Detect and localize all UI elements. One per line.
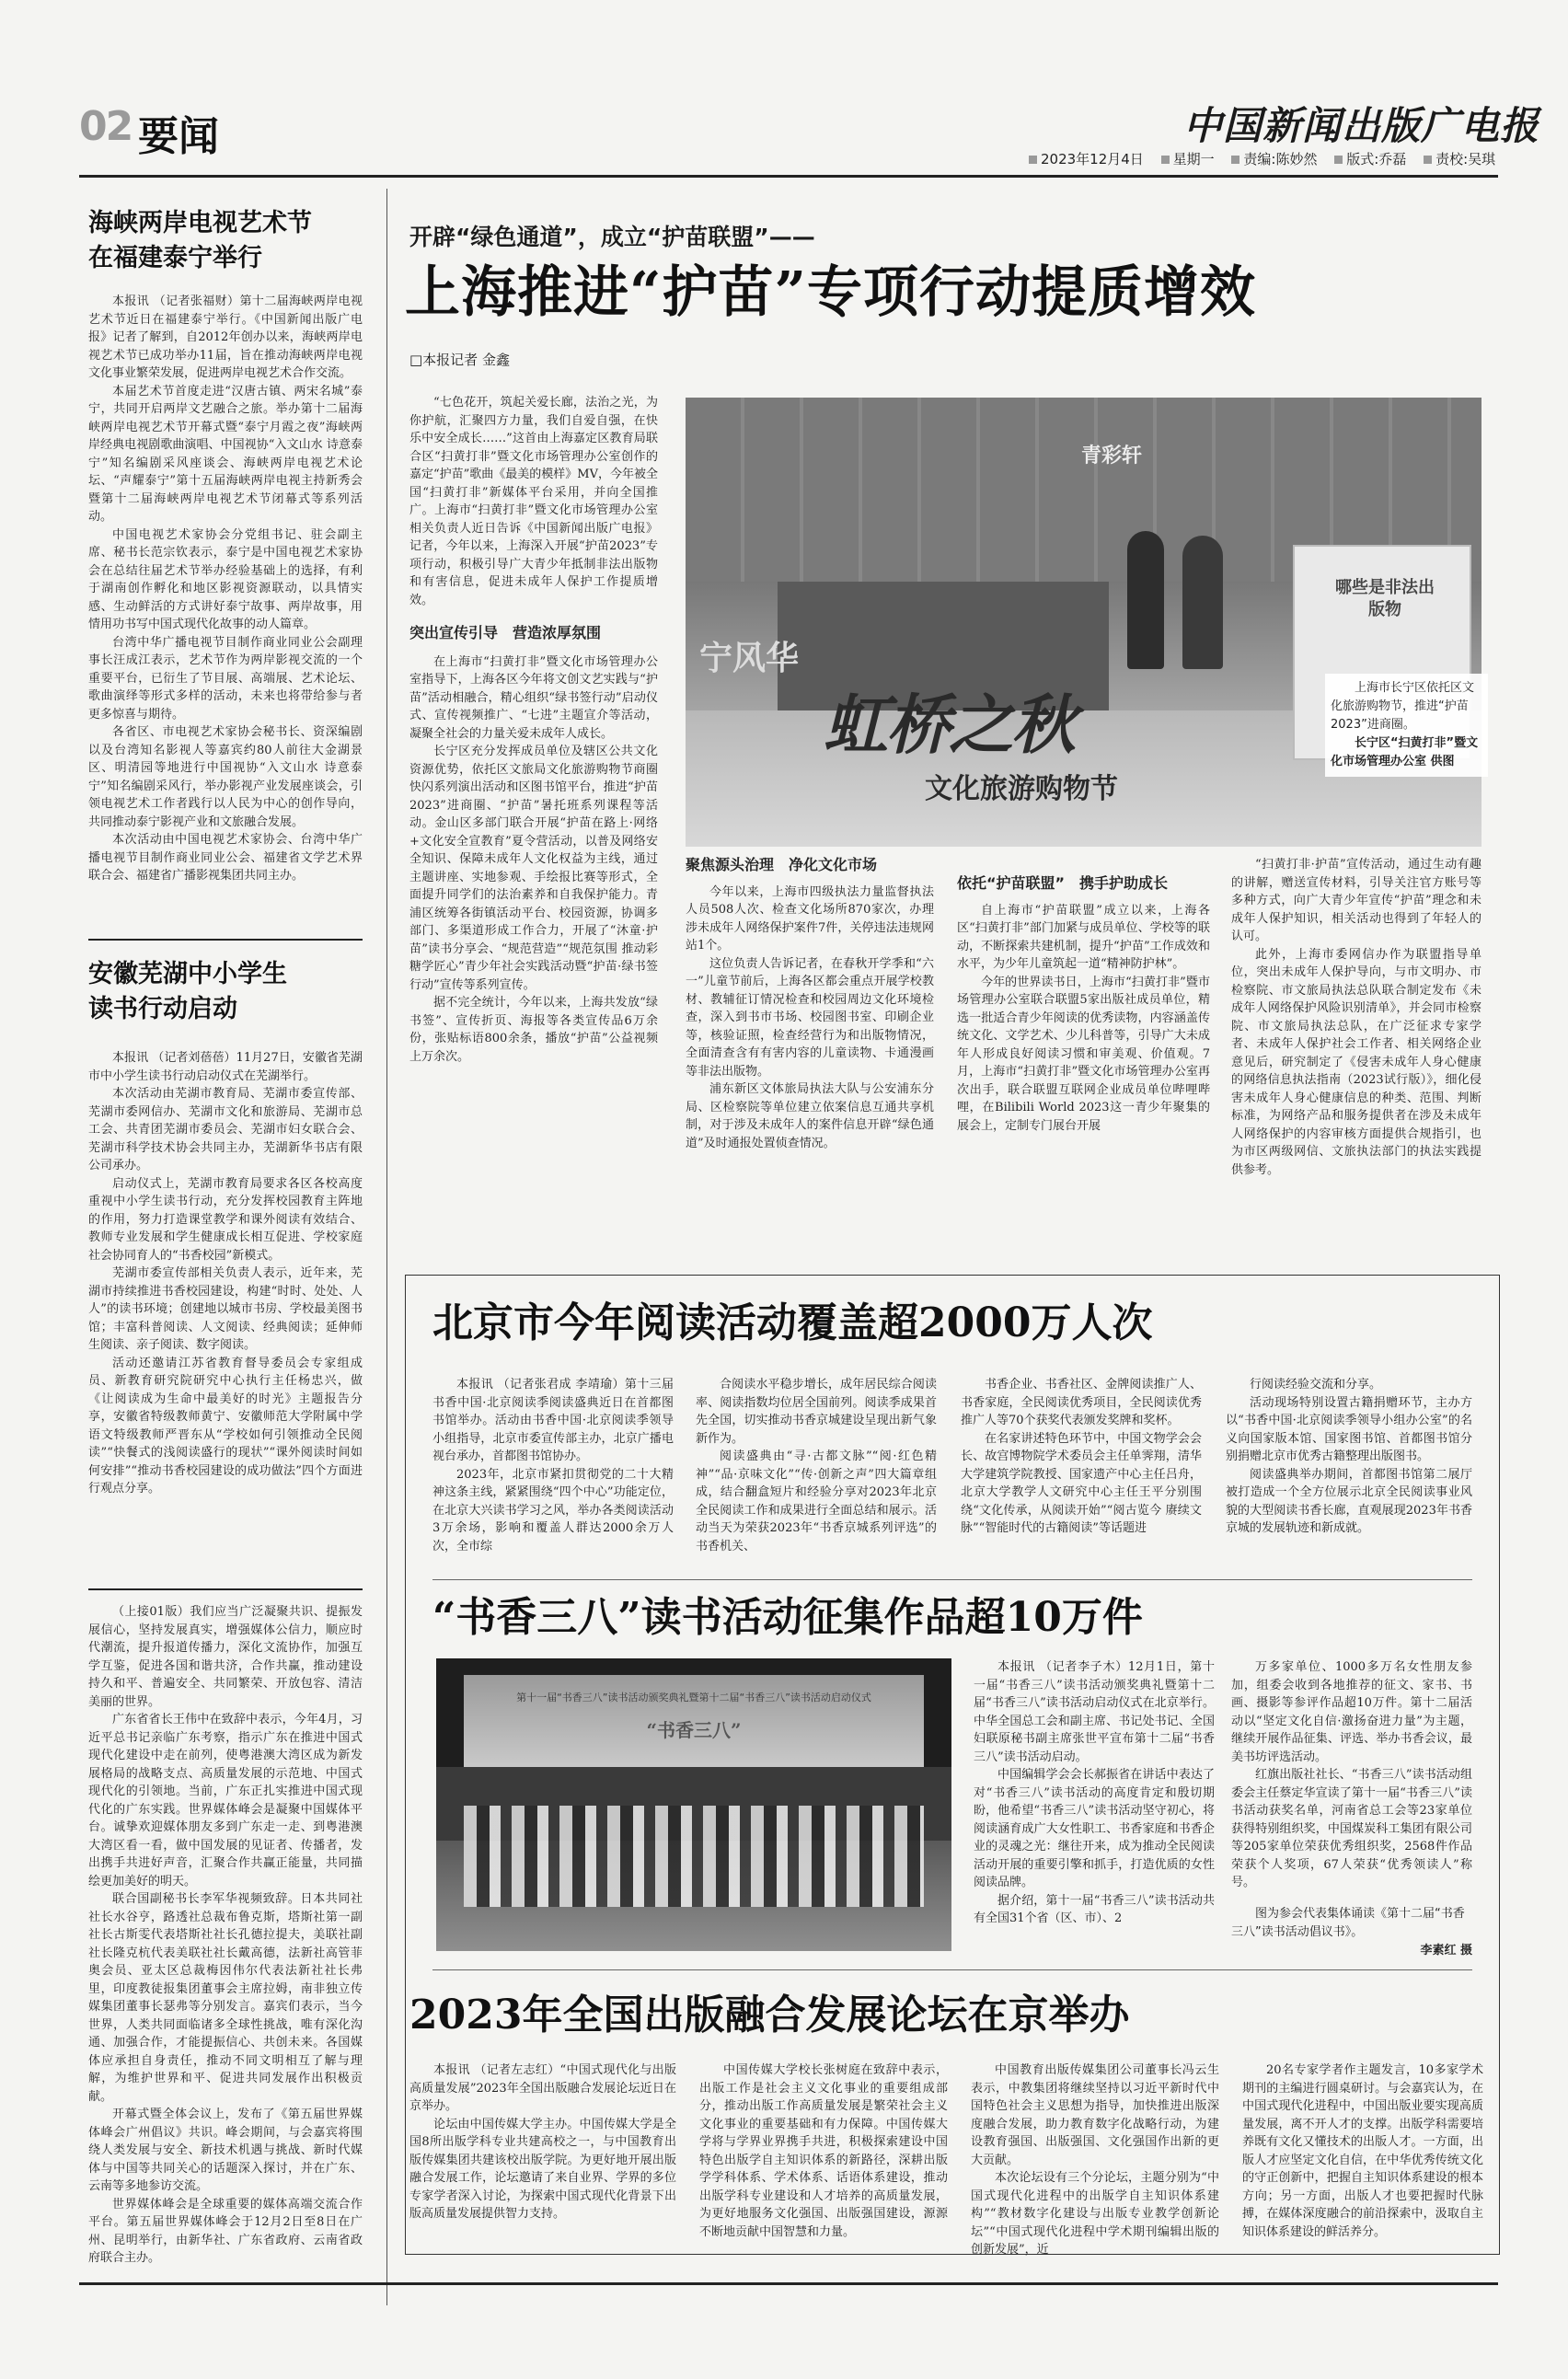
- left-divider-2: [88, 1588, 363, 1590]
- story4-col1: 本报讯 （记者左志红）“中国式现代化与出版高质量发展”2023年全国出版融合发展论坛近日在京举办。 论坛由中国传媒大学主办。中国传媒大学是全国8所出版学科专业共建高校之一，与中国教育出版传媒集团共建该校出版学院。为更好地开展出版融合发展工作，论坛邀请了来自业界、学界的多位专家学者深入讨论，为探索中国式现代化背景下出版高质量发展提供智力支持。: [409, 2063, 676, 2221]
- masthead-rule: [79, 175, 1498, 178]
- top-story-photo: [686, 398, 1482, 847]
- left-article-1-title: 海峡两岸电视艺术节 在福建泰宁举行: [88, 209, 312, 272]
- top-story-byline: □本报记者 金鑫: [409, 352, 510, 368]
- photo-shop-sign: 青彩轩: [1081, 444, 1143, 468]
- paper-logo: 中国新闻出版广电报: [1183, 103, 1540, 148]
- proof-credit: 责校:吴琪: [1435, 151, 1496, 167]
- story3-caption: 图为参会代表集体诵读《第十二届“书香三八”读书活动倡议书》。 李素红 摄: [1231, 1905, 1472, 1960]
- photo-banner-subtitle: 文化旅游购物节: [925, 773, 1118, 805]
- photo-floral-sign: 宁风华: [699, 639, 800, 677]
- story3-col2: 万多家单位、1000多万名女性朋友参加，组委会收到各地推荐的征文、家书、书画、摄影等参评作品超10万件。第十二届活动以“坚定文化自信·激扬奋进力量”为主题，继续开展作品征集、评选、举办书香会议，最美书坊评选活动。 红旗出版社社长、“书香三八”读书活动组委会主任蔡定华宣读了第十一届“书香三八”读书活动获奖名单，河南省总工会等23家单位获得特别组织奖，中国煤炭科工集团有限公司等205家单位荣获优秀组织奖，2568件作品荣获个人奖项，67人荣获“优秀领读人”称号。: [1231, 1660, 1472, 1889]
- photo-banner-title: 虹桥之秋: [824, 687, 1074, 763]
- issue-date: 2023年12月4日: [1041, 151, 1144, 167]
- top-story-title: 上海推进“护苗”专项行动提质增效: [405, 260, 1257, 325]
- story4-col2: 中国传媒大学校长张树庭在致辞中表示，出版工作是社会主义文化事业的重要组成部分，推动出版工作高质量发展是繁荣社会主义文化事业的重要基础和有力保障。中国传媒大学将与学界业界携手共进，积极探索建设中国特色出版学自主知识体系的新路径，深耕出版学学科体系、学术体系、话语体系建设，推动出版学科专业建设和人才培养的高质量发展，为更好地服务文化强国、出版强国建设，源源不断地贡献中国智慧和力量。: [699, 2063, 948, 2239]
- top-story-kicker: 开辟“绿色通道”，成立“护苗联盟”——: [409, 224, 815, 250]
- story2-col4: 行阅读经验交流和分享。 活动现场特别设置古籍捐赠环节，主办方以“书香中国·北京阅读季领导小组办公室”的名义向国家版本馆、国家图书馆、首都图书馆分别捐赠北京市优秀古籍整理出版图书。 阅读盛典举办期间，首都图书馆第二展厅被打造成一个全方位展示北京全民阅读事业风貌的大型阅读书香长廊，直观展现2023年书香京城的发展轨迹和新成就。: [1226, 1378, 1472, 1535]
- story3-divider: [432, 1969, 1472, 1970]
- top-story-col4: “扫黄打非·护苗”宣传活动，通过生动有趣的讲解，赠送宣传材料，引导关注官方账号等多种方式，向广大青少年宣传“护苗”理念和未成年人保护知识，相关活动也得到了年轻人的认可。 此外，上海市委网信办作为联盟指导单位，突出未成年人保护导向，与市文明办、市检察院、市文旅局执法总队联合制定发布《未成年人网络保护风险识别清单》，并会同市检察院、市文旅局执法总队，在广泛征求专家学者、未成年人保护社会工作者、相关网络企业意见后，研究制定了《侵害未成年人身心健康的网络信息执法指南（2023试行版）》，细化侵害未成年人身心健康信息的种类、范围、判断标准，为网络产品和服务提供者在涉及未成年人网络保护的内容审核方面提供合规指引，也为市区两级网信、文旅执法部门的执法实践提供参考。: [1231, 858, 1482, 1177]
- story2-title: 北京市今年阅读活动覆盖超2000万人次: [432, 1299, 1153, 1346]
- stage-screen-logo: “书香三八”: [646, 1719, 742, 1741]
- footer-rule: [79, 2282, 1498, 2285]
- stage-screen-text: 第十一届“书香三八”读书活动颁奖典礼暨第十二届“书香三八”读书活动启动仪式: [516, 1692, 871, 1703]
- top-story-col2: 聚焦源头治理 净化文化市场 今年以来，上海市四级执法力量监督执法人员508人次、检查文化场所870家次，办理涉未成年人网络保护案件7件，关停违法违规网站1个。 这位负责人告诉记者，在春秋开学季和“六一”儿童节前后，上海各区都会重点开展学校教材、教辅征订情况检查和校园周边文化环境检查，深入到书市书场、校园图书室、印刷企业等，核验证照，检查经营行为和出版物情况，全面清查含有有害内容的儿童读物、卡通漫画等非法出版物。 浦东新区文体旅局执法大队与公安浦东分局、区检察院等单位建立依案信息互通共享机制，对于涉及未成年人的案件信息开辟“绿色通道”及时通报处置侦查情况。: [686, 856, 934, 1150]
- photo-caption: 上海市长宁区依托区文化旅游购物节，推进“护苗2023”进商圈。 长宁区“扫黄打非”暨文化市场管理办公室 供图: [1325, 674, 1488, 777]
- left-article-2-title: 安徽芜湖中小学生 读书行动启动: [88, 960, 287, 1023]
- left-article-3-body: （上接01版）我们应当广泛凝聚共识、提振发展信心，坚持发展真实，增强媒体公信力，顺应时代潮流，提升报道传播力，深化文流协作，加强互学互鉴，促进各国和谐共济，合作共赢，推动建设持久和平、普遍安全、共同繁荣、开放包容、清洁美丽的世界。 广东省省长王伟中在致辞中表示，今年4月，习近平总书记亲临广东考察，指示广东在推进中国式现代化建设中走在前列，使粤港澳大湾区成为新发展格局的战略支点、高质量发展的示范地、中国式现代化的引领地。当前，广东正扎实推进中国式现代化的广东实践。世界媒体峰会是凝聚中国媒体平台。诚挚欢迎媒体朋友多到广东走一走、到粤港澳大湾区看一看，做中国发展的见证者、传播者，发出携手共进好声音，汇聚合作共赢正能量，共同描绘更加美好的明天。 联合国副秘书长李军华视频致辞。日本共同社社长水谷亨，路透社总裁布鲁克斯，塔斯社第一副社长古斯雯代表塔斯社社长孔德拉提夫，美联社副社长隆克杭代表美联社社长戴高德，法新社高管菲奥会员、亚太区总裁梅因伟尔代表法新社社长弗里，印度教徒报集团董事会主席拉姆，南非独立传媒集团董事长瑟弗等分别发言。嘉宾们表示，当今世界，人类共同面临诸多全球性挑战，唯有深化沟通、加强合作，才能提振信心、共创未来。各国媒体应承担自身责任，推动不同文明相互了解与理解，为维护世界和平、促进共同发展作出积极贡献。 开幕式暨全体会议上，发布了《第五届世界媒体峰会广州倡议》共识。峰会期间，与会嘉宾将围绕人类发展与安全、新技术机遇与挑战、新时代媒体与中国等共同关心的话题深入探讨，并在广东、云南等多地参访交流。 世界媒体峰会是全球重要的媒体高端交流合作平台。第五届世界媒体峰会于12月2日至8日在广州、昆明举行，由新华社、广东省政府、云南省政府联合主办。: [88, 1605, 363, 2265]
- top-story-col3: 依托“护苗联盟” 携手护助成长 自上海市“护苗联盟”成立以来，上海各区“扫黄打非”部门加紧与成员单位、学校等的联动，不断探索共建机制，提升“护苗”工作成效和水平，为少年儿童筑起一道“精神防护林”。 今年的世界读书日，上海市“扫黄打非”暨市场管理办公室联合联盟5家出版社成员单位，精选一批适合青少年阅读的优秀读物，内容涵盖传统文化、文学艺术、少儿科普等，引导广大未成年人形成良好阅读习惯和审美观、价值观。7月，上海市“扫黄打非”暨文化市场管理办公室再次出手，联合联盟互联网企业成员单位哔哩哔哩，在Bilibili World 2023这一青少年聚集的展会上，定制专门展台开展: [957, 874, 1210, 1133]
- designer-credit: 版式:乔磊: [1346, 151, 1407, 167]
- story4-col3: 中国教育出版传媒集团公司董事长冯云生表示，中教集团将继续坚持以习近平新时代中国特色社会主义思想为指导，加快推进出版深度融合发展，助力教育数字化战略行动，为建设教育强国、出版强国、文化强国作出新的更大贡献。 本次论坛设有三个分论坛，主题分别为“中国式现代化进程中的出版学自主知识体系建构”“教材数字化建设与出版专业教学创新论坛”“中国式现代化进程中学术期刊编辑出版的创新发展”，近: [971, 2063, 1219, 2257]
- story4-title: 2023年全国出版融合发展论坛在京举办: [409, 1992, 1130, 2038]
- top-story-col1: “七色花开，筑起关爱长廊，法治之光，为你护航，汇聚四方力量，我们自爱自强，在快乐中安全成长……”这首由上海嘉定区教育局联合区“扫黄打非”暨文化市场管理办公室创作的嘉定“护苗”歌曲《最美的模样》MV，今年被全国“扫黄打非”新媒体平台采用，并向全国推广。上海市“扫黄打非”暨文化市场管理办公室相关负责人近日告诉《中国新闻出版广电报》记者，今年以来，上海深入开展“护苗2023”专项行动，积极引导广大青少年抵制非法出版物和有害信息，促进未成年人保护工作提质增效。 突出宣传引导 营造浓厚氛围 在上海市“扫黄打非”暨文化市场管理办公室指导下，上海各区今年将文创文艺实践与“护苗”活动相融合，精心组织“绿书签行动”启动仪式、宣传视频推广、“七进”主题宣介等活动，凝聚全社会的力量关爱未成年人成长。 长宁区充分发挥成员单位及辖区公共文化资源优势，依托区文旅局文化旅游购物节商圈快闪系列演出活动和区图书馆平台，推进“护苗2023”进商圈、“护苗”暑托班系列课程等活动。金山区多部门联合开展“护苗在路上·网络+文化安全宣教育”夏令营活动，以普及网络安全知识、保障未成年人文化权益为主线，通过主题讲座、实地参观、手绘报比赛等形式，全面提升同学们的法治素养和自我保护能力。青浦区统筹各街镇活动平台、校园资源，协调多部门、多渠道形成工作合力，开展了“沐童·护苗”读书分享会、“规范营造”“规范氛围 推动彩糖学匠心”青少年社会实践活动暨“护苗·绿书签行动”宣传等系列宣传。 据不完全统计，今年以来，上海共发放“绿书签”、宣传折页、海报等各类宣传品6万余份，张贴标语800余条，播放“护苗”公益视频上万余次。: [409, 396, 658, 1064]
- left-divider-1: [88, 939, 363, 941]
- left-article-1-body: 本报讯 （记者张福财）第十二届海峡两岸电视艺术节近日在福建泰宁举行。《中国新闻出版广电报》记者了解到，自2012年创办以来，海峡两岸电视艺术节已成功举办11届，旨在推动海峡两岸电视文化事业繁荣发展，促进两岸电视艺术合作交流。 本届艺术节首度走进“汉唐古镇、两宋名城”泰宁，共同开启两岸文艺融合之旅。举办第十二届海峡两岸电视艺术节开幕式暨“泰宁月霞之夜”海峡两岸经典电视剧歌曲演唱、中国视协“入文山水 诗意泰宁”知名编剧采风座谈会、海峡两岸电视艺术论坛、“声耀泰宁”第十五届海峡两岸电视主持新秀会暨第十二届海峡两岸电视艺术节闭幕式等系列活动。 中国电视艺术家协会分党组书记、驻会副主席、秘书长范宗钦表示，泰宁是中国电视艺术家协会在总结往届艺术节举办经验基础上的选择，有利于湖南创作孵化和地区影视资源联动，以具情实感、生动鲜活的方式讲好泰宁故事、两岸故事，用情用功书写中国式现代化故事的动人篇章。 台湾中华广播电视节目制作商业同业公会副理事长汪成江表示，艺术节作为两岸影视交流的一个重要平台，已衍生了节目展、高端展、艺术论坛、歌曲演绎等形式多样的活动，未来也将带给参与者更多惊喜与期待。 各省区、市电视艺术家协会秘书长、资深编剧以及台湾知名影视人等嘉宾约80人前往大金湖景区、明清园等地进行中国视协“入文山水 诗意泰宁”知名编剧采风行，举办影视产业发展座谈会，引领电视艺术工作者践行以人民为中心的创作导向，共同推动泰宁影视产业和文旅融合发展。 本次活动由中国电视艺术家协会、台湾中华广播电视节目制作商业同业公会、福建省文学艺术界联合会、福建省广播影视集团共同主办。: [88, 294, 363, 883]
- story3-col1: 本报讯 （记者李子木）12月1日，第十一届“书香三八”读书活动颁奖典礼暨第十二届“书香三八”读书活动启动仪式在北京举行。中华全国总工会和副主席、书记处书记、全国妇联原秘书副主席张世平宣布第十二届“书香三八”读书活动启动。 中国编辑学会会长郝振省在讲话中表达了对“书香三八”读书活动的高度肯定和殷切期盼，他希望“书香三八”读书活动坚守初心，将阅读涵育成广大女性职工、书香家庭和书香企业的灵魂之光：继往开来，成为推动全民阅读活动开展的重要引擎和抓手，打造优质的女性阅读品牌。 据介绍，第十一届“书香三八”读书活动共有全国31个省（区、市）、2: [974, 1660, 1215, 1925]
- subhead-alliance: 依托“护苗联盟” 携手护助成长: [957, 874, 1169, 892]
- column-separator: [386, 189, 387, 2305]
- editor-credit: 责编:陈妙然: [1243, 151, 1318, 167]
- subhead-publicity: 突出宣传引导 营造浓厚氛围: [409, 624, 602, 641]
- subhead-source-control: 聚焦源头治理 净化文化市场: [686, 856, 878, 873]
- page-number: 02: [79, 103, 133, 150]
- weekday: 星期一: [1172, 151, 1215, 167]
- story2-col1: 本报讯 （记者张君成 李靖瑜）第十三届书香中国·北京阅读季阅读盛典近日在首都图书馆举办。活动由书香中国·北京阅读季领导小组指导，北京市委宣传部主办，北京广播电视台承办，首都图书馆协办。 2023年，北京市紧扣贯彻党的二十大精神这条主线，紧紧围绕“四个中心”功能定位，在北京大兴读书学习之风，举办各类阅读活动3万余场，影响和覆盖人群达2000余万人次，全市综: [432, 1378, 674, 1553]
- stage-performers: [464, 1806, 924, 1907]
- left-article-2-body: 本报讯 （记者刘蓓蓓）11月27日，安徽省芜湖市中小学生读书行动启动仪式在芜湖举行。 本次活动由芜湖市教育局、芜湖市委宣传部、芜湖市委网信办、芜湖市文化和旅游局、芜湖市总工会、共青团芜湖市委员会、芜湖市妇女联合会、芜湖市科学技术协会共同主办，芜湖新华书店有限公司承办。 启动仪式上，芜湖市教育局要求各区各校高度重视中小学生读书行动，充分发挥校园教育主阵地的作用，努力打造课堂教学和课外阅读有效结合、教师专业发展和学生健康成长相互促进、学校家庭社会协同育人的“书香校园”新模式。 芜湖市委宣传部相关负责人表示，近年来，芜湖市持续推进书香校园建设，构建“时时、处处、人人”的读书环境；创建地以城市书房、学校最美图书馆；丰富科普阅读、人文阅读、经典阅读；延伸师生阅读、亲子阅读、数字阅读。 活动还邀请江苏省教育督导委员会专家组成员、新教育研究院研究中心执行主任杨忠兴，做《让阅读成为生命中最美好的时光》主题报告分享，安徽省特级教师黄宁、安徽师范大学附属中学语文特级教师严晋东从“学校如何引领推动全民阅读”“快餐式的浅阅读盛行的现状”“课外阅读时间如何安排”“推动书香校园建设的成功做法”四个方面进行观点分享。: [88, 1051, 363, 1496]
- story3-photographer: 李素红 摄: [1420, 1944, 1472, 1957]
- story3-photo: [436, 1658, 951, 1951]
- story2-divider: [432, 1579, 1472, 1580]
- section-title: 要闻: [138, 113, 219, 160]
- photo-board-text: 哪些是非法出版物: [1335, 578, 1435, 619]
- story4-col4: 20名专家学者作主题发言，10多家学术期刊的主编进行圆桌研讨。与会嘉宾认为，在中国式现代化进程中，中国出版业要实现高质量发展，离不开人才的支撑。出版学科需要培养既有文化又懂技术的出版人才。一方面，出版人才应坚定文化自信，在中华优秀传统文化的守正创新中，把握自主知识体系建设的根本方向；另一方面，出版人才也要把握时代脉搏，在媒体深度融合的前沿探索中，汲取自主知识体系建设的鲜活养分。: [1242, 2063, 1483, 2239]
- story2-col3: 书香企业、书香社区、金牌阅读推广人、书香家庭，全民阅读优秀项目，全民阅读优秀推广人等70个获奖代表颁发奖牌和奖杯。 在名家讲述特色环节中，中国文物学会会长、故宫博物院学术委员会主任单霁翔，清华大学建筑学院教授、国家遗产中心主任吕舟，北京大学教学人文研究中心主任王平分别围绕“文化传承，从阅读开始”“阅古览今 赓续文脉”“智能时代的古籍阅读”等话题进: [961, 1378, 1202, 1535]
- story3-title: “书香三八”读书活动征集作品超10万件: [432, 1594, 1143, 1641]
- masthead-meta: [1029, 149, 1495, 168]
- story2-col2: 合阅读水平稳步增长，成年居民综合阅读率、阅读指数均位居全国前列。阅读季成果首先全国，切实推动书香京城建设呈现出新气象新作为。 阅读盛典由“寻·古都文脉”“阅·红色精神”“品·京味文化”“传·创新之声”四大篇章组成，结合翻盒短片和经验分享对2023年北京全民阅读工作和成果进行全面总结和展示。活动当天为荣获2023年“书香京城系列评选”的书香机关、: [696, 1378, 937, 1553]
